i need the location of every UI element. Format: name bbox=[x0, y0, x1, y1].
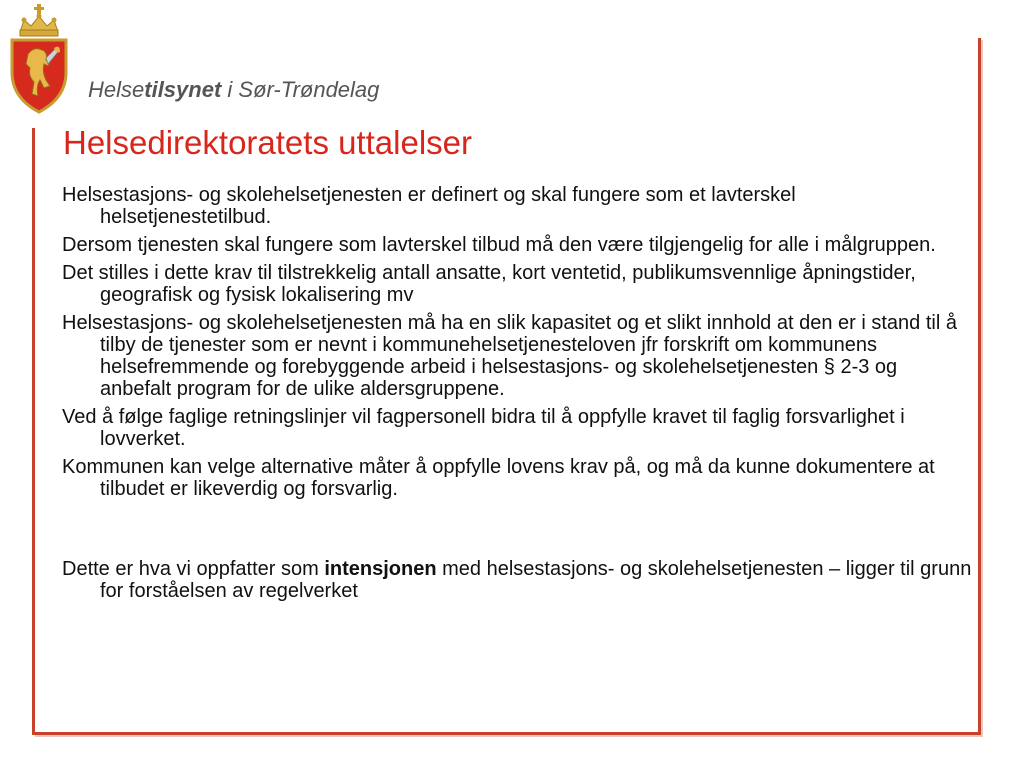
closing-text-after: med helsestasjons- og skolehelsetjenesten – ligger til grunn for forståelsen av regelverket bbox=[100, 558, 972, 602]
closing-emphasis: intensjonen bbox=[324, 558, 437, 580]
org-name-part1: Helse bbox=[88, 77, 145, 102]
closing-paragraph bbox=[62, 558, 972, 602]
body-paragraph: Det stilles i dette krav til tilstrekkelig antall ansatte, kort ventetid, publikumsvennlige åpningstider, geografisk og fysisk lokalisering mv bbox=[62, 262, 916, 306]
body-paragraph: Helsestasjons- og skolehelsetjenesten må ha en slik kapasitet og et slikt innhold at den er i stand til å tilby de tjenester som er nevnt i kommunehelsetjenesteloven jfr forskrift om kommunens helsefremmende og forebyggende arbeid i helsestasjons- og skolehelsetjenesten § 2-3 og anbefalt program for de ulike aldersgruppene. bbox=[62, 312, 957, 400]
organization-name bbox=[88, 77, 379, 103]
frame-shadow-bottom bbox=[35, 735, 983, 737]
body-paragraph: Dersom tjenesten skal fungere som lavterskel tilbud må den være tilgjengelig for alle i målgruppen. bbox=[62, 234, 936, 256]
frame-shadow-right bbox=[981, 40, 983, 737]
frame-left-line bbox=[32, 128, 35, 734]
slide-body bbox=[62, 184, 972, 608]
body-paragraph: Kommunen kan velge alternative måter å oppfylle lovens krav på, og må da kunne dokumentere at tilbudet er likeverdig og forsvarlig. bbox=[62, 456, 935, 500]
spacer bbox=[62, 506, 972, 558]
body-paragraph: Helsestasjons- og skolehelsetjenesten er definert og skal fungere som et lavterskel helsetjenestetilbud. bbox=[62, 184, 796, 228]
frame-right-line bbox=[978, 38, 981, 734]
body-paragraph: Ved å følge faglige retningslinjer vil fagpersonell bidra til å oppfylle kravet til faglig forsvarlighet i lovverket. bbox=[62, 406, 905, 450]
slide-title: Helsedirektoratets uttalelser bbox=[63, 124, 473, 161]
closing-text-before: Dette er hva vi oppfatter som bbox=[62, 558, 325, 580]
org-name-part2: tilsynet bbox=[144, 77, 222, 102]
org-name-part3: i Sør-Trøndelag bbox=[221, 77, 380, 102]
coat-of-arms-icon bbox=[6, 2, 72, 114]
frame-bottom-line bbox=[32, 732, 981, 735]
